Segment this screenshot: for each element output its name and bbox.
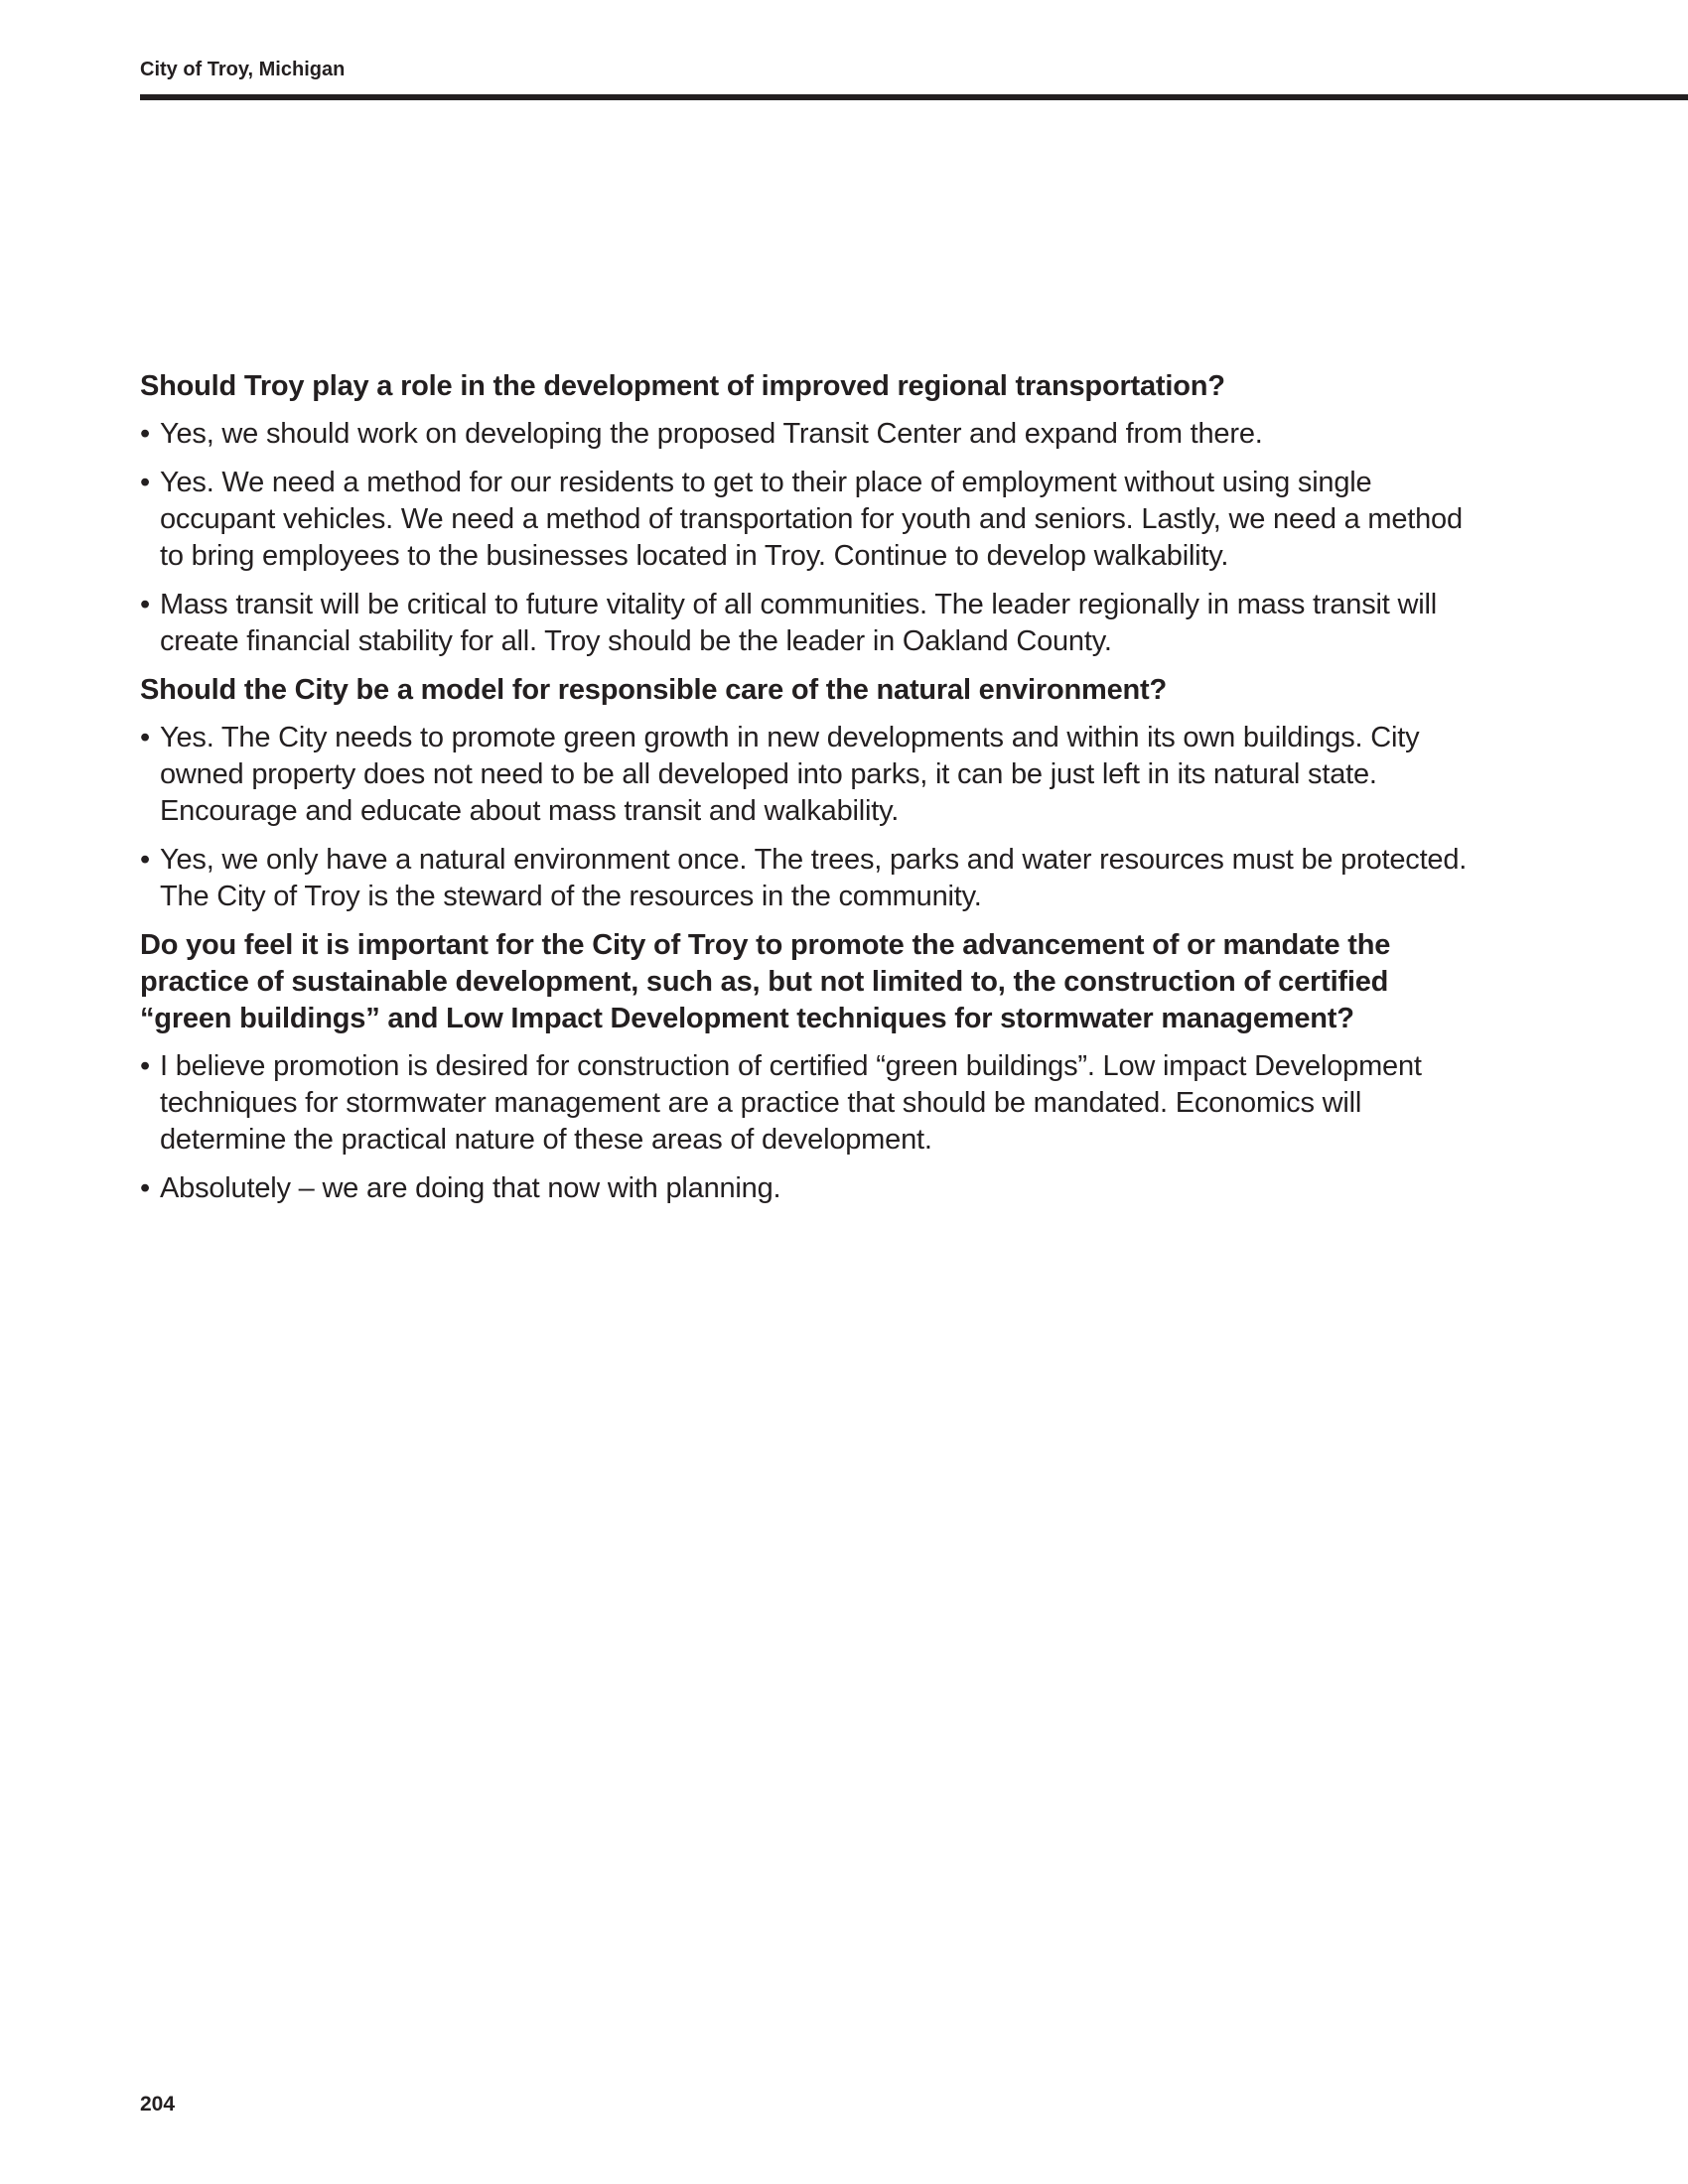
- survey-content: [140, 368, 1471, 1219]
- question-heading: Should Troy play a role in the development of improved regional transportation?: [140, 370, 1225, 402]
- answer-item: [140, 465, 1471, 575]
- question-section: [140, 368, 1471, 660]
- answer-list: [140, 1048, 1471, 1207]
- bullet-icon: •: [140, 1172, 150, 1204]
- bullet-icon: •: [140, 467, 150, 498]
- answer-item: [140, 416, 1471, 453]
- answer-item: [140, 1048, 1471, 1159]
- bullet-icon: •: [140, 1050, 150, 1082]
- answer-text: Mass transit will be critical to future vitality of all communities. The leader regionally in mass transit will create financial stability for all. Troy should be the leader in Oakland County.: [160, 589, 1437, 657]
- question-heading: Do you feel it is important for the City of Troy to promote the advancement of or mandate the practice of sustainable development, such as, but not limited to, the construction of certified “green buildings” and Low Impact Development techniques for stormwater management?: [140, 929, 1391, 1034]
- answer-text: Yes. The City needs to promote green growth in new developments and within its own buildings. City owned property does not need to be all developed into parks, it can be just left in its natural state. Encourage and educate about mass transit and walkability.: [160, 722, 1420, 827]
- question-section: [140, 927, 1471, 1207]
- answer-list: [140, 416, 1471, 660]
- answer-text: Yes, we only have a natural environment once. The trees, parks and water resources must be protected. The City of Troy is the steward of the resources in the community.: [160, 844, 1468, 912]
- answer-item: [140, 1170, 1471, 1207]
- question-heading: Should the City be a model for responsible care of the natural environment?: [140, 674, 1167, 706]
- answer-item: [140, 587, 1471, 660]
- answer-item: [140, 720, 1471, 830]
- header-title: City of Troy, Michigan: [140, 59, 346, 80]
- answer-text: Yes. We need a method for our residents to get to their place of employment without using single occupant vehicles. We need a method of transportation for youth and seniors. Lastly, we need a method to bring employees to the businesses located in Troy. Continue to develop walkability.: [160, 467, 1463, 572]
- answer-text: Absolutely – we are doing that now with planning.: [160, 1172, 781, 1204]
- answer-text: Yes, we should work on developing the proposed Transit Center and expand from there.: [160, 418, 1263, 450]
- header-rule: [140, 94, 1688, 100]
- page-number: 204: [140, 2093, 176, 2116]
- bullet-icon: •: [140, 844, 150, 876]
- question-section: [140, 672, 1471, 915]
- answer-list: [140, 720, 1471, 915]
- bullet-icon: •: [140, 589, 150, 620]
- bullet-icon: •: [140, 418, 150, 450]
- answer-text: I believe promotion is desired for construction of certified “green buildings”. Low impact Development techniques for stormwater management are a practice that should be mandated. Economics will determine the practical nature of these areas of development.: [160, 1050, 1422, 1156]
- answer-item: [140, 842, 1471, 915]
- bullet-icon: •: [140, 722, 150, 753]
